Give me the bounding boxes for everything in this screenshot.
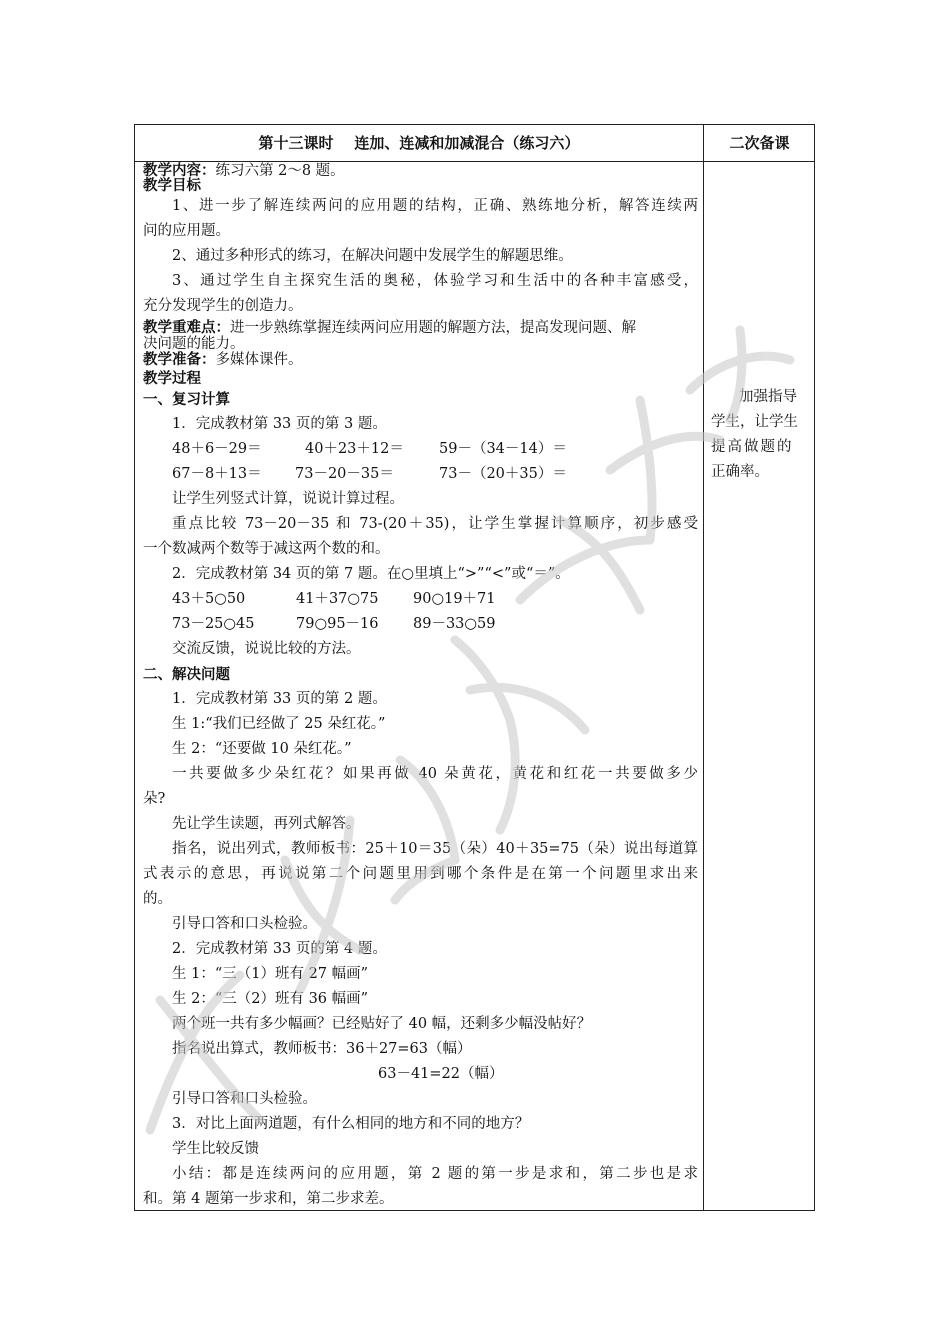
math-row	[143, 587, 698, 612]
math-expression: 73－25○45	[172, 616, 255, 632]
lesson-plan-table	[134, 124, 815, 1211]
teaching-content-line	[143, 163, 698, 177]
text-line: 学生比较反馈	[172, 1141, 259, 1157]
preparation-line	[143, 350, 698, 370]
heading-objectives: 教学目标	[143, 177, 201, 194]
math-row	[143, 612, 698, 637]
lesson-content	[143, 163, 698, 1212]
header-divider	[135, 161, 814, 162]
text-line: 2、通过多种形式的练习，在解决问题中发展学生的解题思维。	[172, 248, 573, 264]
text-line: 式表示的意思，再说说第二个问题里用到哪个条件是在第一个问题里求出来	[143, 866, 698, 882]
text-line: 先让学生读题，再列式解答。	[172, 816, 361, 832]
note-line: 正确率。	[711, 464, 769, 480]
text-line: 重点比较 73－20－35 和 73-(20＋35)，让学生掌握计算顺序，初步感受	[172, 516, 698, 532]
watermark-text: 乐乐课堂小学资料道	[0, 0, 9, 1]
text-line: 生 2：“还要做 10 朵红花。”	[172, 741, 352, 757]
math-expression: 41＋37○75	[296, 591, 379, 607]
math-expression: 73－20－35＝	[295, 466, 394, 482]
note-line: 学生，让学生	[711, 414, 798, 430]
text-line: 问的应用题。	[143, 223, 230, 239]
text-line: 生 2：“三（2）班有 36 幅画”	[172, 991, 369, 1007]
text-line: 1、进一步了解连续两问的应用题的结构，正确、熟练地分析，解答连续两	[172, 198, 698, 214]
text-line: 多媒体课件。	[215, 352, 303, 368]
math-expression: 79○95－16	[296, 616, 379, 632]
math-expression: 67－8＋13＝	[172, 466, 262, 482]
text-line: 1．完成教材第 33 页的第 3 题。	[172, 416, 387, 432]
label-teaching-content: 教学内容：	[143, 162, 216, 179]
lesson-title: 第十三课时 连加、连减和加减混合（练习六）	[258, 134, 580, 152]
text-line: 生 1:“我们已经做了 25 朵红花。”	[172, 716, 386, 732]
text-line: 的。	[143, 891, 172, 907]
text-line: 朵?	[143, 791, 166, 807]
text-line: 充分发现学生的创造力。	[143, 298, 303, 314]
math-row	[143, 437, 698, 462]
math-expression: 48＋6－29＝	[172, 441, 262, 457]
key-points-line	[143, 319, 698, 336]
math-expression: 89－33○59	[413, 616, 496, 632]
text-line: 3、通过学生自主探究生活的奥秘，体验学习和生活中的各种丰富感受，	[172, 273, 698, 289]
secondary-prep-header: 二次备课	[729, 134, 790, 152]
math-expression: 43＋5○50	[172, 591, 246, 607]
text-line: 2．完成教材第 33 页的第 4 题。	[172, 941, 387, 957]
column-divider	[703, 125, 704, 1210]
text-line: 进一步熟练掌握连续两问应用题的解题方法，提高发现问题、解	[230, 320, 636, 336]
label-key-points: 教学重难点：	[143, 319, 230, 336]
text-line: 引导口答和口头检验。	[172, 916, 317, 932]
text-line: 生 1：“三（1）班有 27 幅画”	[172, 966, 369, 982]
math-expression: 73－（20＋35）＝	[439, 466, 567, 482]
text-line: 交流反馈，说说比较的方法。	[172, 641, 361, 657]
text-line: 练习六第 2～8 题。	[215, 163, 345, 179]
text-line: 一个数减两个数等于减这两个数的和。	[143, 541, 390, 557]
text-line: 1．完成教材第 33 页的第 2 题。	[172, 691, 387, 707]
math-row	[143, 462, 698, 487]
label-preparation: 教学准备：	[143, 351, 216, 368]
secondary-prep-note	[711, 385, 809, 485]
text-line: 2．完成教材第 34 页的第 7 题。在○里填上“>”“<”或“＝”。	[172, 566, 570, 582]
text-line: 指名，说出列式，教师板书：25＋10＝35（朵）40＋35=75（朵）说出每道算	[172, 841, 698, 857]
math-expression: 90○19＋71	[413, 591, 496, 607]
text-line: 63－41=22（幅）	[378, 1066, 504, 1082]
note-line: 提高做题的	[711, 439, 794, 455]
section-heading-review: 一、复习计算	[143, 391, 230, 408]
text-line: 一共要做多少朵红花？如果再做 40 朵黄花，黄花和红花一共要做多少	[172, 766, 698, 782]
text-line: 指名说出算式，教师板书：36＋27=63（幅）	[172, 1041, 472, 1057]
math-expression: 59－（34－14）＝	[439, 441, 567, 457]
note-line: 加强指导	[739, 389, 797, 405]
text-line: 引导口答和口头检验。	[172, 1091, 317, 1107]
section-heading-problems: 二、解决问题	[143, 666, 230, 683]
text-line: 决问题的能力。	[143, 336, 245, 352]
heading-process: 教学过程	[143, 370, 201, 387]
text-line: 两个班一共有多少幅画？已经贴好了 40 幅，还剩多少幅没帖好？	[172, 1016, 592, 1032]
text-line: 让学生列竖式计算，说说计算过程。	[172, 491, 404, 507]
math-expression: 40＋23＋12＝	[305, 441, 404, 457]
text-line: 3．对比上面两道题，有什么相同的地方和不同的地方？	[172, 1116, 530, 1132]
text-line: 和。第 4 题第一步求和，第二步求差。	[143, 1191, 394, 1207]
text-line: 小结：都是连续两问的应用题，第 2 题的第一步是求和，第二步也是求	[172, 1166, 698, 1182]
